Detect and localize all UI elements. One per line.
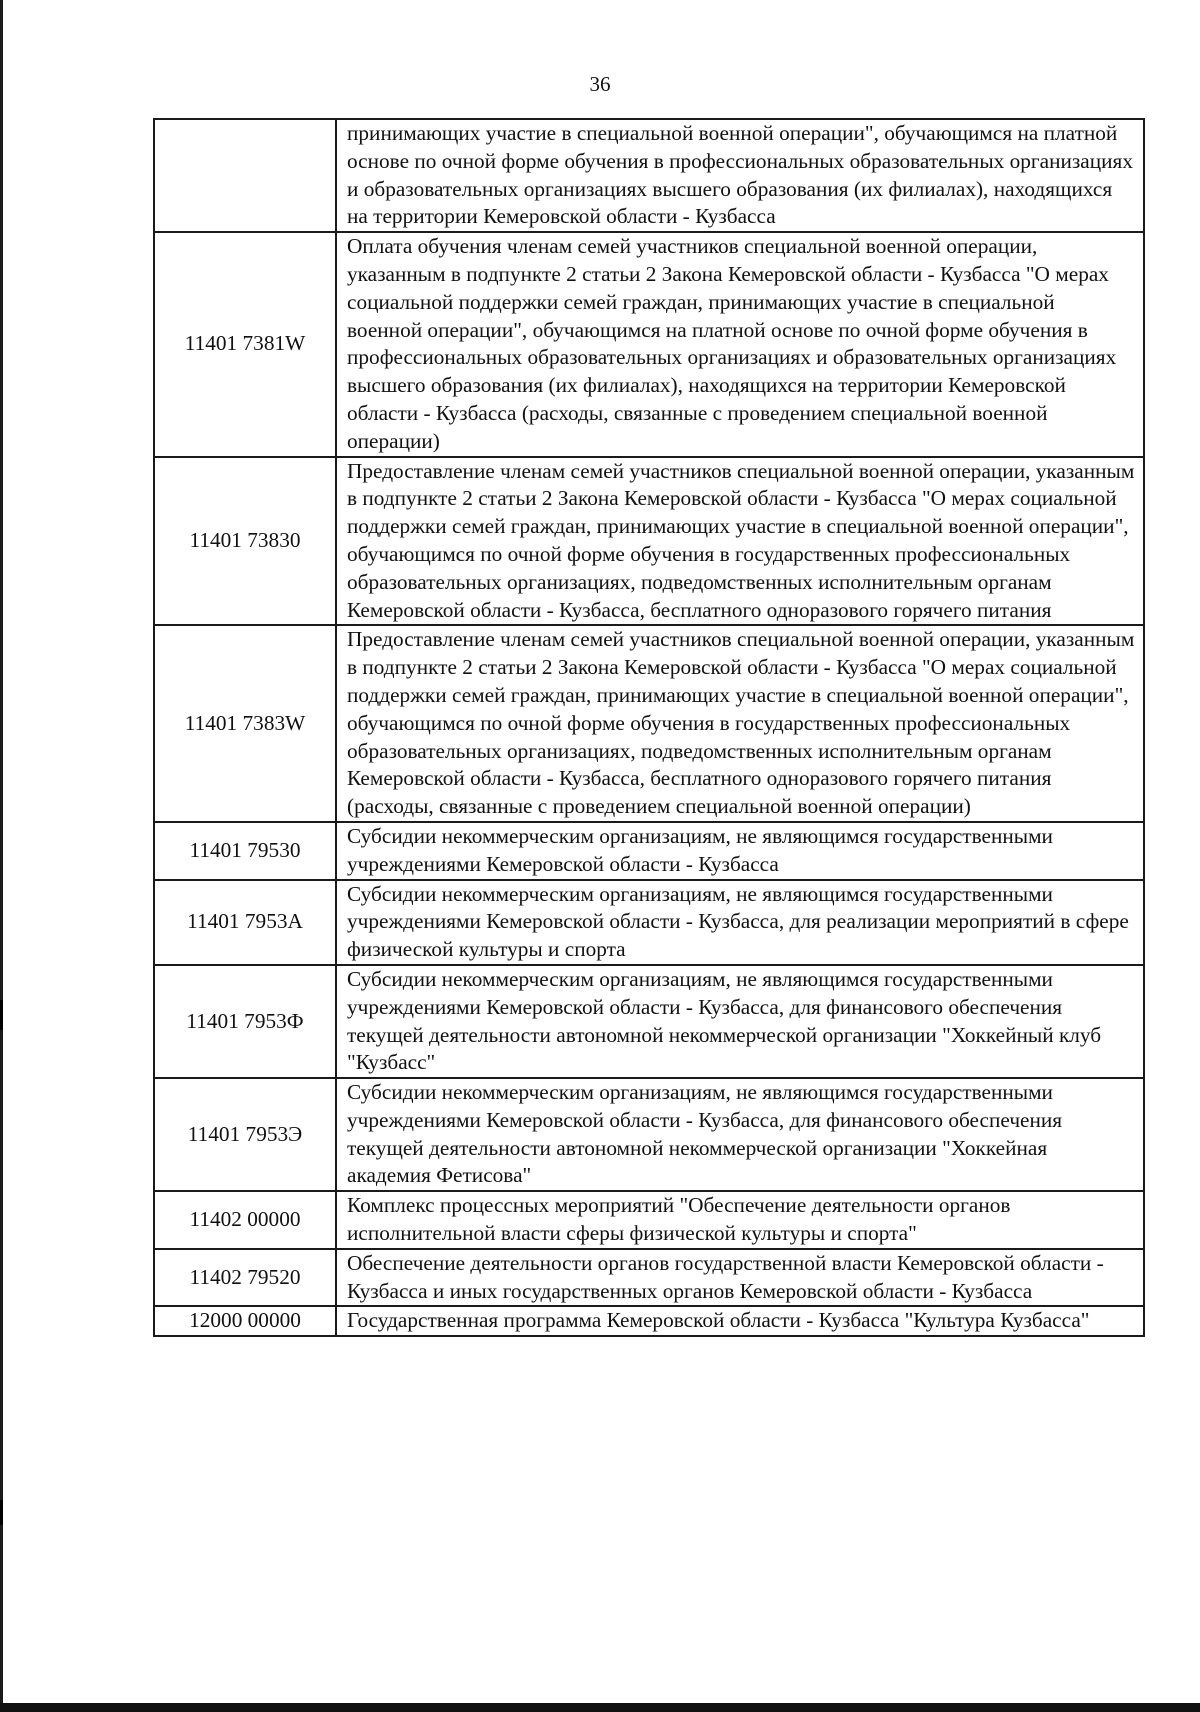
row-description: Государственная программа Кемеровской области - Кузбасса "Культура Кузбасса" xyxy=(336,1306,1144,1336)
table-row xyxy=(154,625,1144,822)
row-description: Предоставление членам семей участников специальной военной операции, указанным в подпункте 2 статьи 2 Закона Кемеровской области - Кузбасса "О мерах социальной поддержки семей граждан, принимающих участие в специальной военной операции", обучающимся по очной форме обучения в государственных профессиональных образовательных организациях, подведомственных исполнительным органам Кемеровской области - Кузбасса, бесплатного одноразового горячего питания (расходы, связанные с проведением специальной военной операции) xyxy=(336,625,1144,822)
table-row xyxy=(154,457,1144,626)
row-code: 11401 79530 xyxy=(154,822,336,880)
table-row xyxy=(154,1191,1144,1249)
row-description: Субсидии некоммерческим организациям, не являющимся государственными учреждениями Кемеровской области - Кузбасса xyxy=(336,822,1144,880)
row-description: Субсидии некоммерческим организациям, не являющимся государственными учреждениями Кемеровской области - Кузбасса, для финансового обеспечения текущей деятельности автономной некоммерческой организации "Хоккейный клуб "Кузбасс" xyxy=(336,965,1144,1078)
page-number: 36 xyxy=(589,72,611,96)
scan-edge-left xyxy=(0,0,3,1712)
row-description: Субсидии некоммерческим организациям, не являющимся государственными учреждениями Кемеровской области - Кузбасса, для финансового обеспечения текущей деятельности автономной некоммерческой организации "Хоккейная академия Фетисова" xyxy=(336,1078,1144,1191)
table-row xyxy=(154,232,1144,456)
table-row xyxy=(154,1306,1144,1336)
row-code: 11402 00000 xyxy=(154,1191,336,1249)
scan-mark xyxy=(0,1000,3,1030)
row-code: 11402 79520 xyxy=(154,1249,336,1307)
table-row xyxy=(154,965,1144,1078)
row-description: Оплата обучения членам семей участников специальной военной операции, указанным в подпункте 2 статьи 2 Закона Кемеровской области - Кузбасса "О мерах социальной поддержки семей граждан, принимающих участие в специальной военной операции", обучающимся на платной основе по очной форме обучения в профессиональных образовательных организациях и образовательных организациях высшего образования (их филиалах), находящихся на территории Кемеровской области - Кузбасса (расходы, связанные с проведением специальной военной операции) xyxy=(336,232,1144,456)
row-code: 11401 7953Ф xyxy=(154,965,336,1078)
scan-mark xyxy=(0,1500,3,1525)
table-row xyxy=(154,119,1144,232)
row-code xyxy=(154,119,336,232)
table-row xyxy=(154,822,1144,880)
row-description: Предоставление членам семей участников специальной военной операции, указанным в подпункте 2 статьи 2 Закона Кемеровской области - Кузбасса "О мерах социальной поддержки семей граждан, принимающих участие в специальной военной операции", обучающимся по очной форме обучения в государственных профессиональных образовательных организациях, подведомственных исполнительным органам Кемеровской области - Кузбасса, бесплатного одноразового горячего питания xyxy=(336,457,1144,626)
row-description: Субсидии некоммерческим организациям, не являющимся государственными учреждениями Кемеровской области - Кузбасса, для реализации мероприятий в сфере физической культуры и спорта xyxy=(336,880,1144,965)
row-description: принимающих участие в специальной военной операции", обучающимся на платной основе по очной форме обучения в профессиональных образовательных организациях и образовательных организациях высшего образования (их филиалах), находящихся на территории Кемеровской области - Кузбасса xyxy=(336,119,1144,232)
table-row xyxy=(154,1078,1144,1191)
budget-code-table xyxy=(153,118,1145,1337)
table-row xyxy=(154,1249,1144,1307)
row-code: 11401 7953Э xyxy=(154,1078,336,1191)
row-description: Обеспечение деятельности органов государственной власти Кемеровской области - Кузбасса и иных государственных органов Кемеровской области - Кузбасса xyxy=(336,1249,1144,1307)
row-code: 11401 7383W xyxy=(154,625,336,822)
row-code: 11401 7381W xyxy=(154,232,336,456)
row-code: 12000 00000 xyxy=(154,1306,336,1336)
table-row xyxy=(154,880,1144,965)
scan-edge-bottom xyxy=(0,1703,1200,1712)
row-code: 11401 73830 xyxy=(154,457,336,626)
row-description: Комплекс процессных мероприятий "Обеспечение деятельности органов исполнительной власти сферы физической культуры и спорта" xyxy=(336,1191,1144,1249)
row-code: 11401 7953А xyxy=(154,880,336,965)
